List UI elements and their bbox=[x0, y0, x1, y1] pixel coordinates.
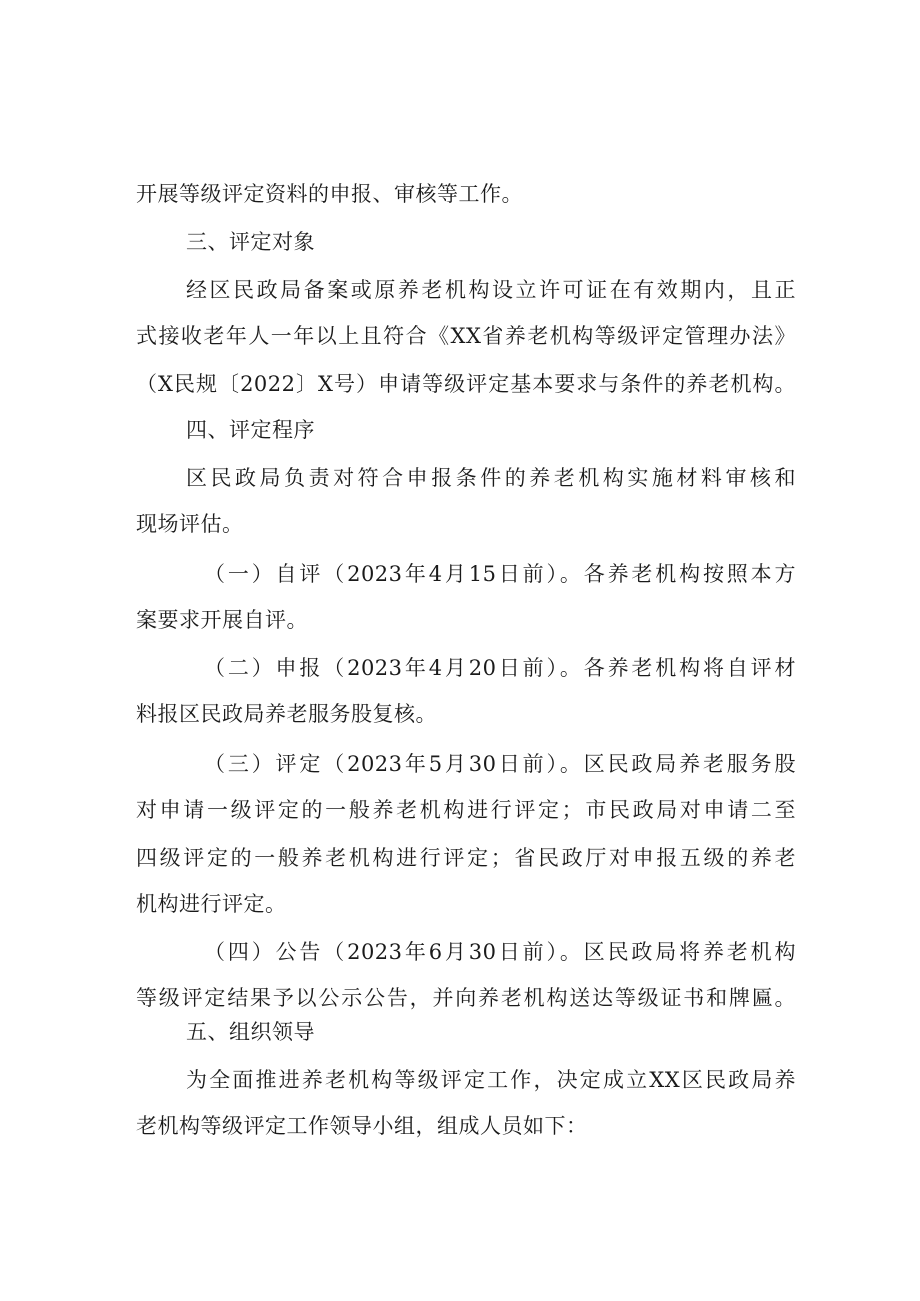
paragraph-line: （二）申报（2023年4月20日前）。各养老机构将自评材 bbox=[204, 656, 796, 680]
paragraph-line: 为全面推进养老机构等级评定工作，决定成立XX区民政局养 bbox=[186, 1068, 796, 1092]
paragraph-line: 经区民政局备案或原养老机构设立许可证在有效期内，且正 bbox=[186, 278, 796, 302]
paragraph-line: 现场评估。 bbox=[136, 512, 244, 536]
paragraph-line: 老机构等级评定工作领导小组，组成人员如下： bbox=[136, 1114, 588, 1138]
paragraph-line: （一）自评（2023年4月15日前）。各养老机构按照本方 bbox=[204, 562, 796, 586]
paragraph-line: 等级评定结果予以公示公告，并向养老机构送达等级证书和牌匾。 bbox=[136, 986, 796, 1010]
paragraph-line: （X民规〔2022〕X号）申请等级评定基本要求与条件的养老机构。 bbox=[136, 372, 796, 396]
paragraph-line: 料报区民政局养老服务股复核。 bbox=[136, 702, 437, 726]
paragraph-line: 区民政局负责对符合申报条件的养老机构实施材料审核和 bbox=[186, 466, 796, 490]
section-heading-evaluation-target: 三、评定对象 bbox=[186, 230, 315, 254]
paragraph-line: 四级评定的一般养老机构进行评定；省民政厅对申报五级的养老 bbox=[136, 846, 796, 870]
paragraph-line: 机构进行评定。 bbox=[136, 892, 287, 916]
paragraph-line: 案要求开展自评。 bbox=[136, 608, 308, 632]
paragraph-line: 式接收老年人一年以上且符合《XX省养老机构等级评定管理办法》 bbox=[136, 324, 796, 348]
paragraph-line: （三）评定（2023年5月30日前）。区民政局养老服务股 bbox=[204, 752, 796, 776]
section-heading-organization-leadership: 五、组织领导 bbox=[186, 1020, 315, 1044]
section-heading-evaluation-procedure: 四、评定程序 bbox=[186, 418, 315, 442]
paragraph-line: 开展等级评定资料的申报、审核等工作。 bbox=[136, 182, 523, 206]
paragraph-line: 对申请一级评定的一般养老机构进行评定；市民政局对申请二至 bbox=[136, 798, 796, 822]
paragraph-line: （四）公告（2023年6月30日前）。区民政局将养老机构 bbox=[204, 940, 796, 964]
